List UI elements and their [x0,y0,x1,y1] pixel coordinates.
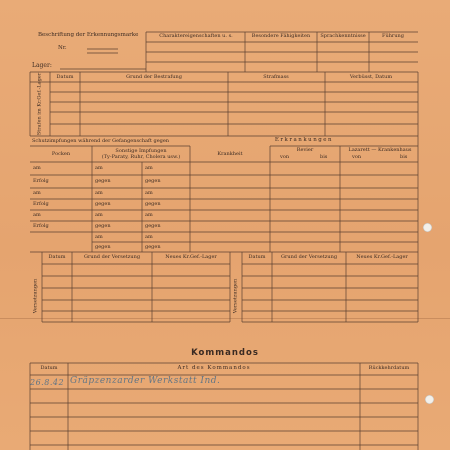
sonstige-c-row-3: am [145,190,153,196]
pocken-row-4: Erfolg [33,201,49,207]
versetzung-datum-left: Datum [48,254,66,260]
sonstige-b-row-5: am [95,212,103,218]
strafen-strafmass-header: Strafmass [263,74,289,80]
lager-label: Lager: [32,62,52,69]
sonstige-b-row-8: gegen [95,244,111,250]
sonstige-c-row-2: gegen [145,178,161,184]
pocken-row-3: am [33,190,41,196]
sonstige-b-row-6: gegen [95,223,111,229]
sonstige-header-2: (Ty-Paraty, Ruhr, Cholera usw.) [101,154,181,160]
sonstige-c-row-7: am [145,234,153,240]
versetzung-grund-left: Grund der Versetzung [83,254,141,260]
punch-hole-lower [425,395,434,404]
kommandos-art-header: Art des Kommandos [177,365,251,371]
fuehrung-header: Führung [382,33,404,39]
pocken-row-2: Erfolg [33,178,49,184]
revier-bis: bis [320,154,328,160]
kommandos-entry-date: 26.8.42 [30,378,65,387]
sonstige-b-row-3: am [95,190,103,196]
sonstige-c-row-5: am [145,212,153,218]
kommandos-datum-header: Datum [40,365,58,371]
kommandos-title: Kommandos [191,348,259,358]
punch-hole-upper [423,223,432,232]
sonstige-b-row-1: am [95,165,103,171]
sonstige-b-row-2: gegen [95,178,111,184]
sonstige-c-row-8: gegen [145,244,161,250]
lazarett-von: von [352,154,362,160]
pocken-row-6: Erfolg [33,223,49,229]
pocken-row-5: am [33,212,41,218]
sonstige-c-row-1: am [145,165,153,171]
versetzung-neues-left: Neues Kr.Gef.-Lager [165,254,217,260]
nr-label: Nr. [58,45,67,51]
versetzung-neues-right: Neues Kr.Gef.-Lager [356,254,408,260]
pocken-row-1: am [33,165,41,171]
sonstige-c-row-4: gegen [145,201,161,207]
sonstige-b-row-4: gegen [95,201,111,207]
strafen-verbuesst-header: Verbüsst, Datum [349,74,393,80]
faehigkeiten-header: Besondere Fähigkeiten [251,33,311,39]
versetzungen-side-right: Versetzungen [232,278,239,314]
strafen-datum-header: Datum [56,74,74,80]
versetzung-datum-right: Datum [248,254,266,260]
strafen-side-label: Strafen im Kr.Gef.-Lager [36,72,43,136]
sprachkenntnisse-header: Sprachkenntnisse [320,33,366,39]
impfungen-header: Schutzimpfungen während der Gefangenschaft gegen [32,138,170,144]
beschriftung-label: Beschriftung der Erkennungsmarke [38,32,139,38]
sonstige-b-row-7: am [95,234,103,240]
sonstige-c-row-6: gegen [145,223,161,229]
charakter-header: Charaktereigenschaften u. s. [159,33,233,39]
sonstige-header-1: Sonstige Impfungen [115,148,167,154]
lazarett-header: Lazarett — Krankenhaus [348,147,412,153]
strafen-grund-header: Grund der Bestrafung [126,74,182,80]
kommandos-entry-text: Gräpzenzarder Werkstatt Ind. [70,376,221,386]
lazarett-bis: bis [400,154,408,160]
versetzung-grund-right: Grund der Versetzung [280,254,338,260]
pocken-header: Pocken [51,151,71,157]
revier-von: von [280,154,290,160]
krankheit-header: Krankheit [217,151,243,157]
versetzungen-side-left: Versetzungen [32,278,39,314]
erkrankungen-header: Erkrankungen [274,137,334,143]
revier-header: Revier [296,147,314,153]
kommandos-rueckkehr-header: Rückkehrdatum [368,365,410,371]
